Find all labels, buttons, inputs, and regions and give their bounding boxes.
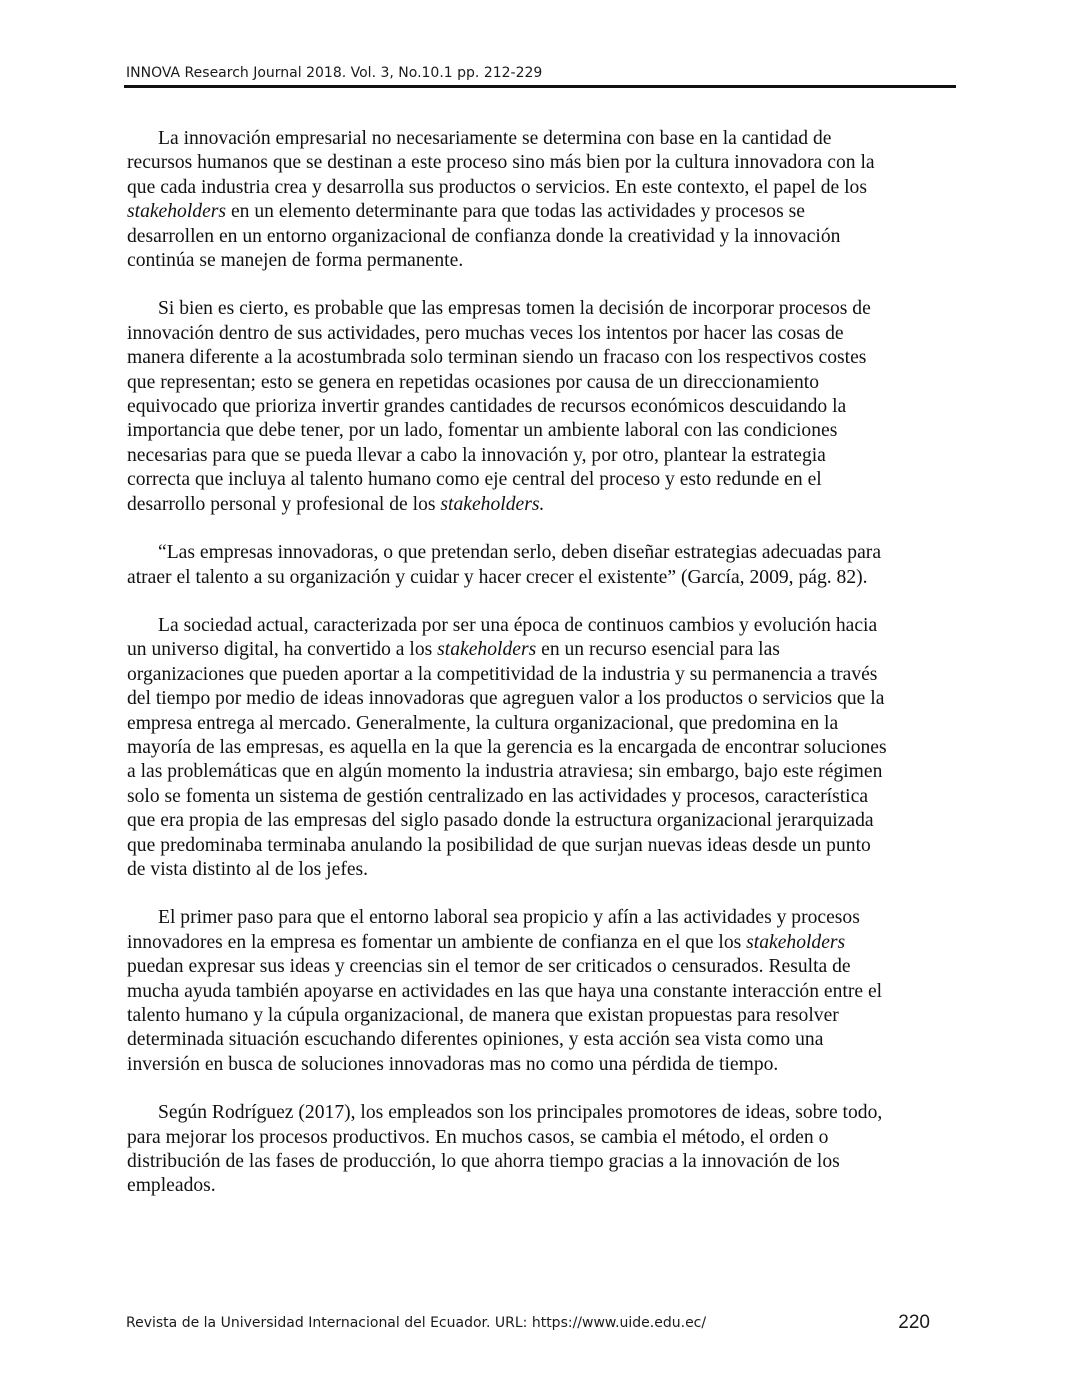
text-run: importancia que debe tener, por un lado, fomentar un ambiente laboral con las condiciones [127, 420, 838, 442]
text-run: atraer el talento a su organización y cuidar y hacer crecer el existente” (García, 2009, pág. 82). [127, 566, 868, 588]
text-run: mucha ayuda también apoyarse en actividades en las que haya una constante interacción entre el [127, 980, 883, 1002]
text-line [127, 760, 957, 784]
text-line [127, 1150, 957, 1174]
text-line [127, 858, 957, 882]
text-line [127, 493, 957, 517]
text-run: manera diferente a la acostumbrada solo terminan siendo un fracaso con los respectivos costes [127, 347, 867, 369]
text-line [127, 395, 957, 419]
text-run: desarrollo personal y profesional de los [127, 493, 441, 515]
article-body [127, 127, 957, 1223]
text-line [127, 297, 957, 321]
text-run: puedan expresar sus ideas y creencias sin el temor de ser criticados o censurados. Resulta de [127, 956, 851, 978]
text-line [127, 346, 957, 370]
text-line [127, 1101, 957, 1125]
body-paragraph [127, 297, 957, 517]
text-run: innovación dentro de sus actividades, pero muchas veces los intentos por hacer las cosas de [127, 322, 844, 344]
italic-term: stakeholders [746, 931, 846, 953]
text-line [127, 249, 957, 273]
header-rule [124, 85, 956, 88]
text-line [127, 834, 957, 858]
text-line [127, 785, 957, 809]
text-line [127, 371, 957, 395]
text-run: a las problemáticas que en algún momento la industria atraviesa; sin embargo, bajo este régimen [127, 761, 883, 783]
text-run: que predominaba terminaba anulando la posibilidad de que surjan nuevas ideas desde un punto [127, 834, 871, 856]
text-run: “Las empresas innovadoras, o que pretendan serlo, deben diseñar estrategias adecuadas para [158, 542, 882, 564]
text-run: en un recurso esencial para las [536, 639, 780, 661]
text-run: del tiempo por medio de ideas innovadoras que agreguen valor a los productos o servicios que la [127, 688, 885, 710]
text-line [127, 614, 957, 638]
text-line [127, 687, 957, 711]
text-line [127, 1174, 957, 1198]
journal-footer: Revista de la Universidad Internacional del Ecuador. URL: https://www.uide.edu.ec/ [126, 1315, 707, 1331]
text-run: en un elemento determinante para que todas las actividades y procesos se [226, 201, 805, 223]
italic-term: stakeholders [437, 639, 537, 661]
text-line [127, 322, 957, 346]
text-line [127, 444, 957, 468]
text-run: mayoría de las empresas, es aquella en la que la gerencia es la encargada de encontrar soluciones [127, 736, 887, 758]
text-run: solo se fomenta un sistema de gestión centralizado en las actividades y procesos, característica [127, 785, 869, 807]
text-line [127, 151, 957, 175]
text-line [127, 712, 957, 736]
text-run: desarrollen en un entorno organizacional de confianza donde la creatividad y la innovación [127, 225, 841, 247]
text-run: organizaciones que pueden aportar a la competitividad de la industria y su permanencia a través [127, 663, 878, 685]
text-line [127, 980, 957, 1004]
text-run: necesarias para que se pueda llevar a cabo la innovación y, por otro, plantear la estrategia [127, 444, 826, 466]
text-run: innovadores en la empresa es fomentar un ambiente de confianza en el que los [127, 931, 747, 953]
text-line [127, 931, 957, 955]
text-run: que cada industria crea y desarrolla sus productos o servicios. En este contexto, el papel de los [127, 176, 867, 198]
text-line [127, 200, 957, 224]
italic-term: stakeholders [127, 201, 227, 223]
text-run: correcta que incluya al talento humano como eje central del proceso y esto redunde en el [127, 469, 822, 491]
text-line [127, 736, 957, 760]
text-run: empresa entrega al mercado. Generalmente, la cultura organizacional, que predomina en la [127, 712, 839, 734]
text-line [127, 566, 957, 590]
text-line [127, 906, 957, 930]
text-line [127, 809, 957, 833]
text-run: continúa se manejen de forma permanente. [127, 250, 464, 272]
text-line [127, 1004, 957, 1028]
text-run: distribución de las fases de producción, lo que ahorra tiempo gracias a la innovación de los [127, 1151, 840, 1173]
text-line [127, 1028, 957, 1052]
body-paragraph [127, 1101, 957, 1199]
text-run: inversión en busca de soluciones innovadoras mas no como una pérdida de tiempo. [127, 1053, 779, 1075]
text-run: de vista distinto al de los jefes. [127, 858, 369, 880]
text-run: La sociedad actual, caracterizada por ser una época de continuos cambios y evolución hacia [158, 614, 878, 636]
text-run: un universo digital, ha convertido a los [127, 639, 438, 661]
page-number: 220 [898, 1312, 930, 1333]
text-line [127, 468, 957, 492]
text-line [127, 419, 957, 443]
text-run: talento humano y la cúpula organizacional, de manera que existan propuestas para resolver [127, 1005, 839, 1026]
body-paragraph [127, 614, 957, 882]
text-run: para mejorar los procesos productivos. En muchos casos, se cambia el método, el orden o [127, 1126, 829, 1148]
text-run: que era propia de las empresas del siglo pasado donde la estructura organizacional jerarquizada [127, 810, 874, 832]
italic-term: stakeholders. [440, 493, 545, 515]
text-run: que representan; esto se genera en repetidas ocasiones por causa de un direccionamiento [127, 371, 820, 393]
text-run: El primer paso para que el entorno laboral sea propicio y afín a las actividades y procesos [158, 907, 860, 929]
running-header: INNOVA Research Journal 2018. Vol. 3, No.10.1 pp. 212-229 [126, 65, 543, 81]
text-run: empleados. [127, 1175, 216, 1197]
text-run: La innovación empresarial no necesariamente se determina con base en la cantidad de [158, 128, 832, 149]
text-line [127, 541, 957, 565]
text-line [127, 638, 957, 662]
text-line [127, 1053, 957, 1077]
text-line [127, 663, 957, 687]
text-line [127, 955, 957, 979]
text-run: Si bien es cierto, es probable que las empresas tomen la decisión de incorporar procesos de [158, 298, 871, 320]
body-paragraph [127, 127, 957, 273]
text-run: determinada situación escuchando diferentes opiniones, y esta acción sea vista como una [127, 1029, 824, 1051]
text-line [127, 1126, 957, 1150]
body-paragraph [127, 906, 957, 1077]
text-run: recursos humanos que se destinan a este proceso sino más bien por la cultura innovadora con la [127, 152, 875, 174]
body-paragraph [127, 541, 957, 590]
text-line [127, 225, 957, 249]
text-line [127, 127, 957, 151]
text-line [127, 176, 957, 200]
text-run: equivocado que prioriza invertir grandes cantidades de recursos económicos descuidando la [127, 396, 847, 418]
text-run: Según Rodríguez (2017), los empleados son los principales promotores de ideas, sobre todo, [158, 1102, 883, 1124]
